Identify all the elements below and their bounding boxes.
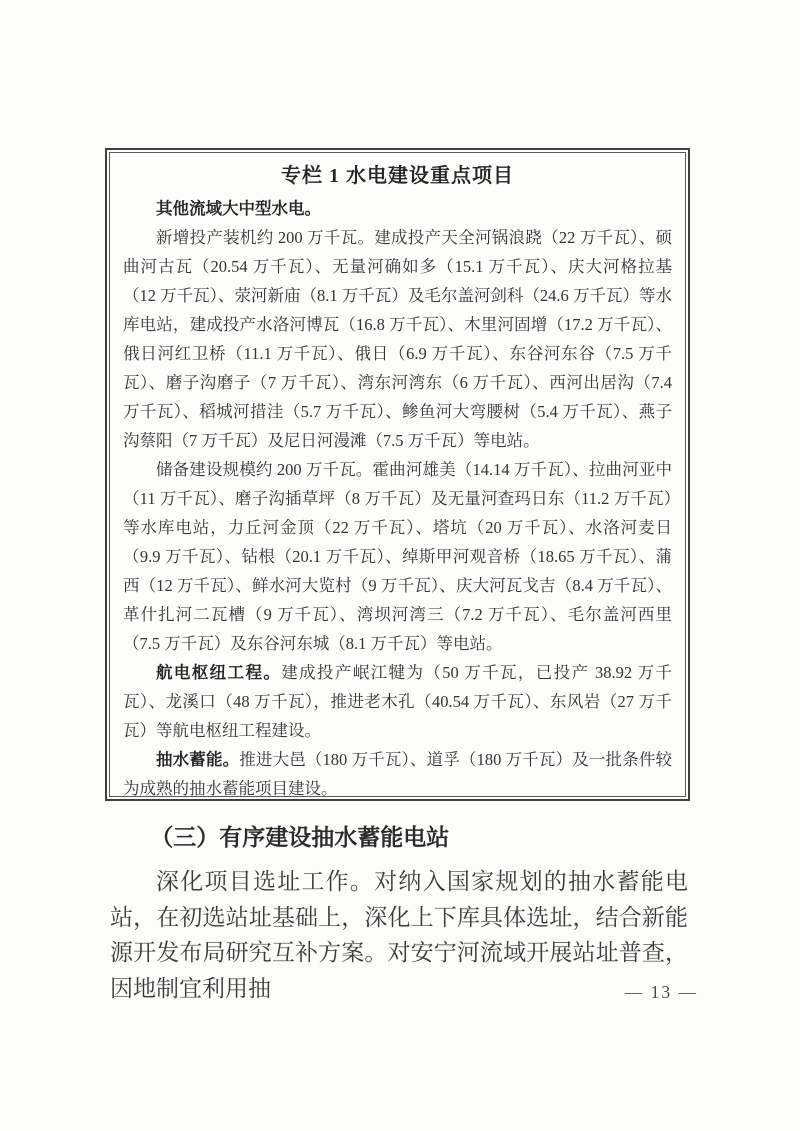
page-content [110, 822, 688, 1006]
box-title: 专栏 1 水电建设重点项目 [281, 165, 514, 187]
box-paragraph [123, 194, 672, 223]
box-paragraph-lead: 抽水蓄能。 [156, 750, 240, 769]
box-paragraph-text: 储备建设规模约 200 万千瓦。霍曲河雄美（14.14 万千瓦）、拉曲河亚中（11 万千瓦）、磨子沟插草坪（8 万千瓦）及无量河查玛日东（11.2 万千瓦）等水库电站，力丘河金顶（22 万千瓦）、塔坑（20 万千瓦）、水洛河麦日（9.9 万千瓦）、钻根（20.1 万千瓦）、绰斯甲河观音桥（18.65 万千瓦）、蒲西（12 万千瓦）、鲜水河大览村（9 万千瓦）、庆大河瓦戈吉（8.4 万千瓦）、革什扎河二瓦槽（9 万千瓦）、湾坝河湾三（7.2 万千瓦）、毛尔盖河西里（7.5 万千瓦）及东谷河东城（8.1 万千瓦）等电站。 [123, 460, 672, 653]
box-paragraph-text: 建成投产岷江犍为（50 万千瓦，已投产 38.92 万千瓦）、龙溪口（48 万千瓦），推进老木孔（40.54 万千瓦）、东风岩（27 万千瓦）等航电枢纽工程建设。 [123, 663, 673, 740]
box-paragraph [123, 455, 672, 658]
box-paragraph [123, 658, 672, 745]
box-paragraph-lead: 其他流域大中型水电。 [156, 199, 321, 218]
page-number: — 13 — [624, 982, 698, 1002]
box-paragraph-text: 推进大邑（180 万千瓦）、道孚（180 万千瓦）及一批条件较为成熟的抽水蓄能项目建设。 [123, 750, 673, 797]
box-paragraph [123, 745, 672, 797]
section-heading: （三）有序建设抽水蓄能电站 [150, 825, 450, 850]
box-paragraph [123, 223, 672, 455]
highlight-box [105, 148, 690, 801]
box-paragraph-lead: 航电枢纽工程。 [156, 663, 282, 682]
body-paragraph: 深化项目选址工作。对纳入国家规划的抽水蓄能电站，在初选站址基础上，深化上下库具体选址，结合新能源开发布局研究互补方案。对安宁河流域开展站址普查，因地制宜利用抽 [110, 869, 688, 1001]
highlight-box-inner [109, 152, 686, 797]
box-paragraph-text: 新增投产装机约 200 万千瓦。建成投产天全河锅浪跷（22 万千瓦）、硕曲河古瓦（20.54 万千瓦）、无量河确如多（15.1 万千瓦）、庆大河格拉基（12 万千瓦）、荥河新庙（8.1 万千瓦）及毛尔盖河剑科（24.6 万千瓦）等水库电站，建成投产水洛河博瓦（16.8 万千瓦）、木里河固增（17.2 万千瓦）、俄日河红卫桥（11.1 万千瓦）、俄日（6.9 万千瓦）、东谷河东谷（7.5 万千瓦）、磨子沟磨子（7 万千瓦）、湾东河湾东（6 万千瓦）、西河出居沟（7.4 万千瓦）、稻城河措洼（5.7 万千瓦）、鲹鱼河大弯腰树（5.4 万千瓦）、燕子沟蔡阳（7 万千瓦）及尼日河漫滩（7.5 万千瓦）等电站。 [123, 228, 672, 450]
